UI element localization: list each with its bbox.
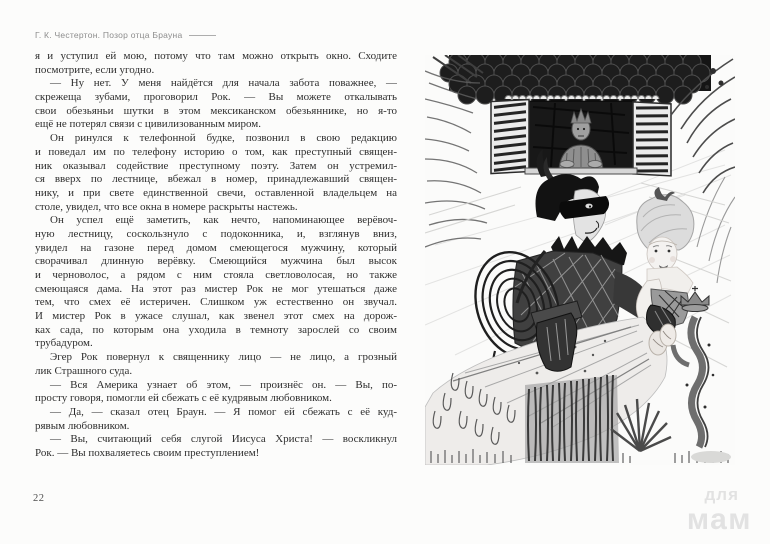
text-line: — Вы, считающий себя слугой Иисуса Христа! — воскликнул xyxy=(50,433,397,446)
text-line: трубадуром. xyxy=(35,337,93,350)
text-line: ещё не потерял связи с цивилизованным миром. xyxy=(35,118,262,131)
ground-stone xyxy=(691,451,731,463)
text-line: столе, увидел, что все окна в номере раскрыты настежь. xyxy=(35,200,298,213)
text-line: Он успел ещё заметить, как нечто, напоминающее верёвоч- xyxy=(50,214,397,227)
text-line: Рок. — Вы похваляетесь своим преступлением! xyxy=(35,446,260,459)
text-line: Он ринулся к телефонной будке, позвонил в свою редакцию xyxy=(50,132,397,145)
right-shutter xyxy=(633,102,671,176)
left-shutter xyxy=(491,100,529,174)
text-line: ся вверх по лестнице, вбежал в номер, принадлежавший священ- xyxy=(35,173,397,186)
text-line: увидел на газоне перед домом смеющегося мужчину, который xyxy=(35,241,397,254)
text-line: скрежеща зубами, проговорил Рок. — Вы можете откалывать xyxy=(35,91,397,104)
text-line: просту говоря, помогли ей сбежать с её кудрявым любовником. xyxy=(35,392,332,405)
text-line: нику, и при свете единственной свечи, оставленной владельцем на xyxy=(35,186,397,199)
text-line: И мистер Рок в ужасе слушал, как звенел этот смех на дорож- xyxy=(35,310,397,323)
text-line: сворачивал длинную верёвку. Смеющийся мужчина был высок xyxy=(35,255,397,268)
watermark-line1: для xyxy=(704,485,739,504)
text-line: тем, что смех её истеричен. Слишком уж естественно он звучал. xyxy=(35,296,397,309)
text-line: лик Страшного суда. xyxy=(35,364,133,377)
page-number: 22 xyxy=(33,493,45,504)
window xyxy=(491,100,671,176)
text-line: ник оказывал содействие преступному поэту. Затем он устремил- xyxy=(35,159,397,172)
text-line: ную лестницу, соскользнуло с подоконника, и, взглянув вниз, xyxy=(35,227,397,240)
header-rule xyxy=(189,35,216,36)
body-text xyxy=(35,50,397,464)
woman-face xyxy=(647,237,677,271)
watermark-line2: мам xyxy=(686,503,752,536)
text-line: — Вся Америка узнает об этом, — произнёс он. — Вы, по- xyxy=(50,378,397,391)
illustration-masked-man-carrying-woman xyxy=(425,55,735,465)
text-line: — Ну нет. У меня найдётся для начала забота поважнее, — xyxy=(50,77,397,90)
text-line: Эгер Рок повернул к священнику лицо — не лицо, а грозный xyxy=(50,351,397,364)
text-line: свои обезьяньи шутки в этом мексиканском обезьяннике, но я-то xyxy=(35,104,397,117)
text-line: смеющаяся дама. На этот раз мистер Рок не мог утешаться даже xyxy=(35,282,397,295)
text-line: рявым любовником. xyxy=(35,419,130,432)
running-header xyxy=(35,29,216,41)
text-line: и черноволос, а рядом с ним стояла светловолосая, но также xyxy=(35,269,397,281)
text-line: посмотрите, если угодно. xyxy=(35,63,155,76)
text-line: я и уступил ей мою, потому что там можно открыть окно. Сходите xyxy=(35,50,397,62)
text-line: — Да, — сказал отец Браун. — Я помог ей сбежать с её куд- xyxy=(50,405,397,418)
text-line: ках сада, по которым она уходила в темноту зарослей со своим xyxy=(35,323,397,336)
running-header-text: Г. К. Честертон. Позор отца Брауна xyxy=(35,30,183,40)
watermark xyxy=(687,486,752,535)
text-line: и поведал им по телефону историю о том, как преступный священ- xyxy=(35,145,397,158)
